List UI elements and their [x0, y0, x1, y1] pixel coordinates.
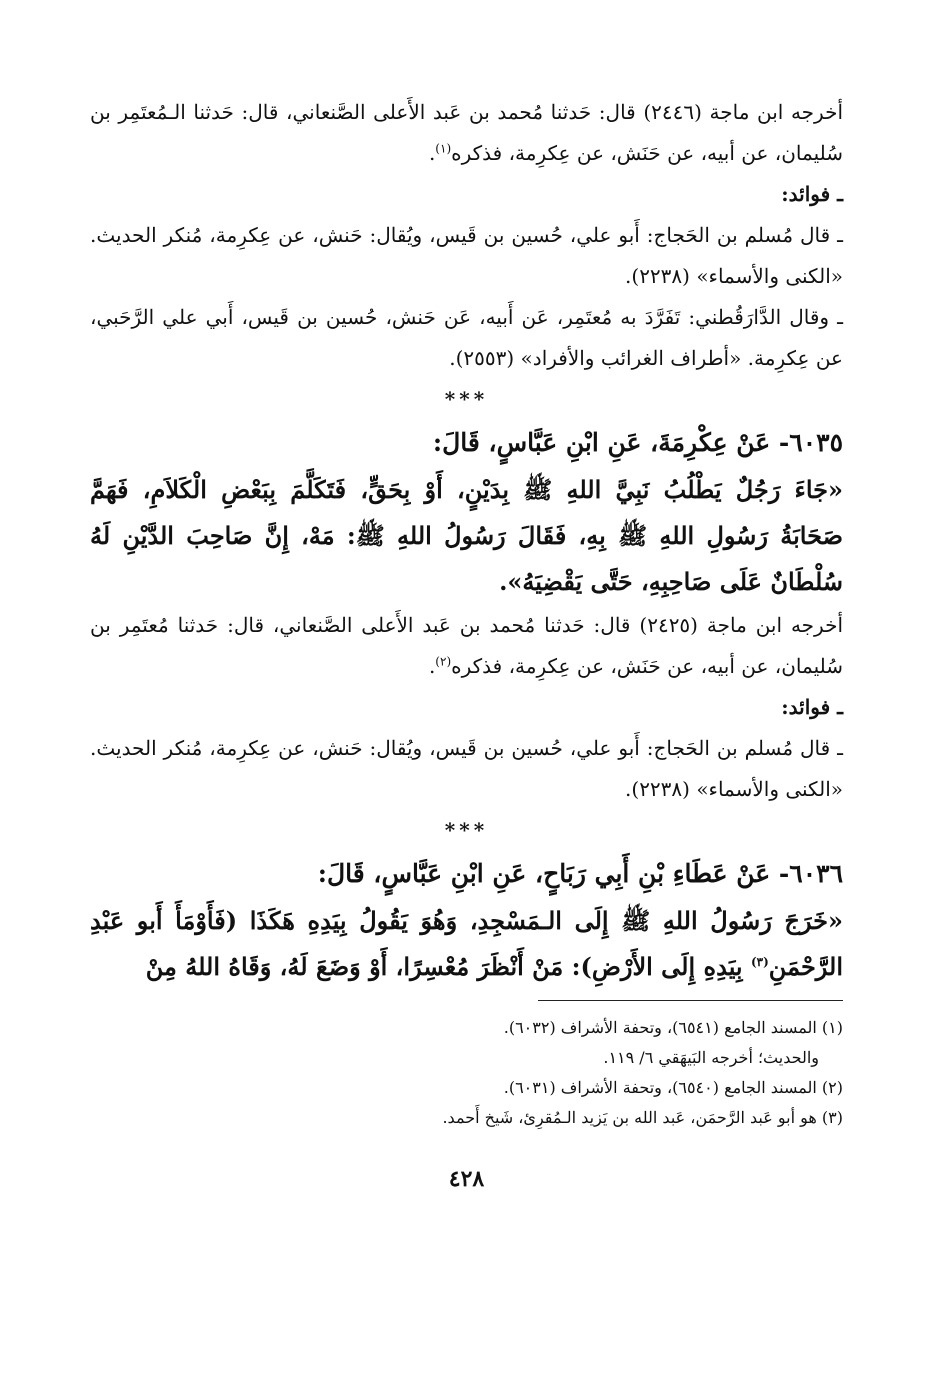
page-number: ٤٢٨	[448, 1166, 485, 1192]
takhrij-1-text: أخرجه ابن ماجة (٢٤٤٦) قال: حَدثنا مُحمد بن عَبد الأَعلى الصَّنعاني، قال: حَدثنا الـمُعتَمِر بن سُليمان، عن أبيه، عن حَنَش، عن عِكرِمة، فذكره	[90, 100, 844, 165]
fawaid-heading-1: ـ فوائد:	[781, 182, 843, 206]
paragraph-takhrij-2	[90, 605, 843, 687]
hadith-6036-text-part-b: بِيَدِهِ إِلَى الأَرْضِ): مَنْ أَنْظَرَ مُعْسِرًا، أَوْ وَضَعَ لَهُ، وَقَاهُ اللهُ مِنْ	[145, 952, 751, 981]
hadith-6036-text-part-a: «خَرَجَ رَسُولُ اللهِ ﷺ إِلَى الـمَسْجِدِ، وَهُوَ يَقُولُ بِيَدِهِ هَكَذَا (فَأَوْمَأَ أَبو عَبْدِ الرَّحْمَنِ	[90, 906, 843, 981]
section-separator-2: ***	[444, 818, 489, 842]
paragraph-muslim-note-2: ـ قال مُسلم بن الحَجاج: أَبو علي، حُسين بن قَيس، ويُقال: حَنش، عن عِكرِمة، مُنكر الحديث. «الكنى والأسماء» (٢٢٣٨).	[90, 736, 843, 801]
takhrij-1-end: .	[428, 141, 436, 165]
takhrij-2-text: أخرجه ابن ماجة (٢٤٢٥) قال: حَدثنا مُحمد بن عَبد الأَعلى الصَّنعاني، قال: حَدثنا مُعتَمِر بن سُليمان، عن أبيه، عن حَنَش، عن عِكرِمة، فذكره	[90, 613, 843, 678]
hadith-6035-text: «جَاءَ رَجُلٌ يَطْلُبُ نَبِيَّ اللهِ ﷺ بِدَيْنٍ، أَوْ بِحَقٍّ، فَتَكَلَّمَ بِبَعْضِ الْكَلاَمِ، فَهَمَّ صَحَابَةُ رَسُولِ اللهِ ﷺ بِهِ، فَقَالَ رَسُولُ اللهِ ﷺ: مَهْ، إِنَّ صَاحِبَ الدَّيْنِ لَهُ سُلْطَانٌ عَلَى صَاحِبِهِ، حَتَّى يَقْضِيَهُ».	[90, 475, 843, 596]
hadith-6036-text	[90, 898, 843, 990]
footnote-ref-1[interactable]: (١)	[435, 141, 452, 156]
fawaid-heading-2: ـ فوائد:	[781, 695, 843, 719]
paragraph-daraqutni-note: ـ وقال الدَّارَقُطني: تَفَرَّدَ به مُعتَمِر، عَن أَبيه، عَن حَنش، حُسين بن قَيس، أَبي علي الرَّحَبي، عن عِكرِمة. «أطراف الغرائب والأفراد» (٢٥٥٣).	[90, 305, 843, 370]
section-separator-1: ***	[444, 387, 489, 411]
paragraph-muslim-note-1: ـ قال مُسلم بن الحَجاج: أَبو علي، حُسين بن قَيس، ويُقال: حَنش، عن عِكرِمة، مُنكر الحديث. «الكنى والأسماء» (٢٢٣٨).	[90, 223, 843, 288]
footnote-ref-2[interactable]: (٢)	[435, 654, 452, 669]
footnote-3: (٣) هو أبو عَبد الرَّحمَن، عَبد الله بن يَزيد الـمُقرِئ، شَيخ أَحمد.	[442, 1108, 843, 1127]
paragraph-takhrij-1	[90, 92, 843, 174]
footnote-ref-3[interactable]: (٣)	[750, 955, 769, 969]
book-page	[90, 92, 843, 1199]
hadith-6035-heading: ٦٠٣٥- عَنْ عِكْرِمَةَ، عَنِ ابْنِ عَبَّاسٍ، قَالَ:	[432, 428, 843, 457]
footnote-1-continuation: والحديث؛ أخرجه البَيهَقي ٦/ ١١٩.	[603, 1048, 819, 1067]
footnote-divider	[538, 1000, 843, 1001]
takhrij-2-end: .	[428, 654, 436, 678]
footnote-2: (٢) المسند الجامع (٦٥٤٠)، وتحفة الأشراف (٦٠٣١).	[503, 1078, 843, 1097]
hadith-6036-heading: ٦٠٣٦- عَنْ عَطَاءِ بْنِ أَبِي رَبَاحٍ، عَنِ ابْنِ عَبَّاسٍ، قَالَ:	[317, 859, 843, 888]
footnote-1: (١) المسند الجامع (٦٥٤١)، وتحفة الأشراف (٦٠٣٢).	[503, 1018, 843, 1037]
